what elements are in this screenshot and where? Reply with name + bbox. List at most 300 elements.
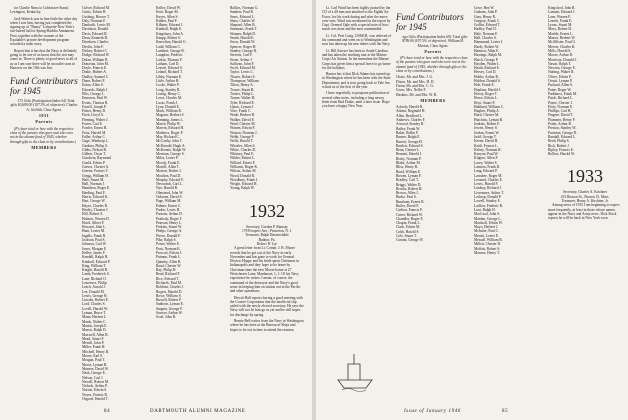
left-column-4	[230, 6, 304, 396]
name-entry: Wilson, Arthur M.	[230, 169, 257, 174]
name-entry: McIntire, Paul C.	[474, 229, 499, 234]
name-entry: Miles, Lester P.	[156, 156, 179, 161]
page-number: 84	[104, 409, 111, 414]
name-entry: Sargent, George F.	[156, 306, 183, 311]
name-entry: Millett, Chester D.	[474, 242, 501, 247]
name-entry: Hall, Norman J.	[82, 182, 105, 187]
name-entry: Lowe, Charles M.	[156, 96, 182, 101]
name-entry: Harris, Edward K.	[82, 195, 109, 200]
name-entry: Packard, Allen S.	[548, 83, 573, 88]
name-entry: Leland, Richard T.	[156, 70, 183, 75]
name-entry: Donovan, John M.	[82, 61, 109, 66]
name-entry: Ladd, William C.	[156, 44, 181, 49]
name-entry: Lyon, Donald E.	[156, 104, 180, 109]
name-entry: Taylor, Lewis C.	[230, 70, 254, 75]
name-entry: Ellis, George L.	[82, 91, 105, 96]
name-entry: Kimball, Ralph E.	[156, 27, 183, 32]
name-entry: Merriam, George S.	[156, 152, 185, 157]
name-entry: Barrett, George H.	[396, 139, 423, 144]
name-entry: Hobbs, Arthur R.	[474, 74, 499, 79]
name-entry: Keene, David H.	[474, 139, 499, 144]
name-entry: Moore, Arthur D.	[548, 53, 574, 58]
name-entry: Pierce, Donald F.	[156, 233, 181, 238]
name-entry: Rice, Edward T.	[156, 276, 180, 281]
name-entry: Morrill, Allen T.	[156, 164, 180, 169]
name-entry: Reed, Philip S.	[548, 139, 570, 144]
name-entry: Nutting, Walter R.	[548, 70, 575, 75]
name-entry: Lamson, Frank D.	[474, 164, 501, 169]
name-entry: Kendall, Ralph H.	[82, 255, 109, 260]
name-entry: Allen, Bradford L.	[396, 113, 423, 118]
name-entry: Hale, Stuart M.	[82, 177, 105, 182]
name-entry: Ingalls, Frank R.	[82, 233, 107, 238]
name-entry: Moulton, Paul D.	[156, 173, 181, 178]
name-entry: Kent, Roger M.	[156, 10, 179, 15]
name-entry: Parsons, Arthur D.	[156, 212, 183, 217]
name-entry: Holt, Frank E.	[474, 83, 495, 88]
name-list	[548, 6, 622, 156]
name-entry: Fowler, Ernest B.	[82, 126, 108, 131]
page-number: 85	[502, 409, 509, 414]
name-entry: Hart, George W.	[82, 199, 106, 204]
name-entry: Lacey, Walter S.	[474, 160, 498, 165]
name-entry: Gage, Winthrop L.	[82, 139, 109, 144]
name-entry: Randall, Edward L.	[548, 134, 577, 139]
name-entry: Dixon, Mr. and Mrs. H. D.	[396, 79, 435, 84]
name-entry: Murphy, Edward F.	[156, 177, 184, 182]
name-entry: Mayo, Herbert J.	[474, 225, 499, 230]
name-entry: Gould, Edwin P.	[82, 160, 106, 165]
name-entry: Conant, George W.	[396, 238, 424, 243]
name-entry: Norton, Edwin S.	[82, 388, 108, 393]
name-entry: Libby, Norman E.	[156, 74, 182, 79]
name-entry: Jenkins, Robert F.	[474, 122, 500, 127]
name-entry: Greene, Francis T.	[82, 169, 109, 174]
name-entry: Payne, Chester J.	[548, 100, 573, 105]
issue-footer: Issue of January 1946	[404, 409, 461, 414]
name-entry: Macy, Robert H.	[548, 27, 572, 32]
name-entry: Kingsford, John R.	[548, 6, 576, 10]
name-entry: Hardy, Robert W.	[474, 44, 500, 49]
name-entry: Clark, Edwin M.	[396, 225, 421, 230]
name-entry: Harmon, Allen E.	[474, 48, 500, 53]
name-entry: Baker, Rollin F.	[396, 130, 419, 135]
name-entry: Cole, Stuart T.	[396, 234, 417, 239]
name-entry: Gove, Ben W.	[474, 6, 495, 10]
name-entry: Emerson, Paul W.	[82, 96, 108, 101]
name-entry: Marden, George L.	[474, 216, 502, 221]
name-entry: Whitney, Paul E.	[230, 152, 255, 157]
name-entry: Drake, Hubert A.	[82, 70, 107, 75]
name-entry: Judd, George T.	[474, 134, 497, 139]
name-entry: Dickey, Robert C.	[82, 48, 108, 53]
name-entry: Lambert, George R.	[156, 48, 185, 53]
name-entry: Leavitt, Frank E.	[548, 18, 573, 23]
name-entry: Perry, Norman E.	[548, 104, 574, 109]
name-entry: Lincoln, Robert E.	[82, 298, 109, 303]
name-entry: Merritt, Lester E.	[474, 233, 499, 238]
name-entry: Tilton, Henry A.	[230, 83, 254, 88]
name-entry: Davis, Edward R.	[82, 31, 108, 36]
name-entry: Davidson, Donald	[82, 27, 109, 32]
treasurer-line: Treasurer, Henry A. Kirchner, Jr.	[561, 198, 609, 203]
fund-heading: Fund Contributors for 1945	[396, 12, 464, 32]
right-column-2	[396, 6, 470, 396]
paragraph: Lt. Carl Ward has been highly praised by the CO of a 40 mm unit attached to the Eighth Air Force, for his work during and after the move over-seas. Ward was mentioned in the report by Capt. General Ogle with a special note of how much was done and the men commended.	[322, 6, 391, 32]
name-entry: Harding, Paul F.	[82, 190, 106, 195]
name-entry: Spencer, Roger H.	[230, 44, 257, 49]
name-entry: Tyler, Richard E.	[230, 100, 255, 105]
name-entry: Farrell, Joseph P.	[82, 104, 107, 109]
name-entry: Marble, Ernest L.	[548, 31, 574, 36]
name-entry: Devlin, John F.	[82, 44, 104, 49]
name-entry: Gibbs, Nelson R.	[82, 147, 107, 152]
paragraph: Lt. Col. Pete Craig, USMCR, was relieved of his command and went on to Washington and now has taken up his new duties with the Navy.	[322, 33, 392, 47]
name-entry: Lyons, Stuart M.	[548, 23, 573, 28]
name-entry: Atwood, Stanley R.	[396, 122, 425, 127]
right-column-1	[322, 6, 392, 336]
name-entry: Perkins, Stuart W.	[156, 225, 182, 230]
name-entry: Holmes, Warren D.	[82, 216, 110, 221]
name-entry: Pike, Ralph S.	[156, 238, 177, 243]
name-entry: Hutchins, Lyman R.	[474, 117, 503, 122]
name-entry: Plummer, Henry F.	[548, 117, 576, 122]
name-entry: Edwards, Ralph J.	[82, 87, 109, 92]
parents-label: Parents	[35, 119, 53, 125]
name-entry: Lamb, Frederick S.	[82, 272, 110, 277]
name-entry: Ward, Chester M.	[230, 122, 256, 127]
name-entry: Holden, Donald S.	[474, 79, 501, 84]
name-entry: Rand, Chester W.	[156, 263, 182, 268]
name-entry: Loring, Henry C.	[156, 91, 181, 96]
name-entry: Lane, Warren F.	[548, 14, 571, 19]
secretary-line: Secretary, Gordon P. Ramsay	[246, 224, 288, 229]
name-entry: Williams, Roger K.	[230, 164, 259, 169]
name-entry: Mann, Herbert L.	[82, 315, 108, 320]
paragraph: Bernie Bell writes from the Navy in Washington where he has been at the Bureau of Ships and hopes to be out in time to attend the reunion.	[230, 319, 304, 332]
name-entry: Leach, Arnold J.	[82, 285, 106, 290]
members-list	[396, 105, 470, 243]
name-entry: Morton, Robert J.	[156, 169, 182, 174]
name-entry: Simmons, Frank T.	[230, 27, 258, 32]
name-entry: Hood, Albert F.	[82, 220, 105, 225]
name-entry: Peabody, Roger T.	[156, 216, 183, 221]
name-entry: Chase, Mr. and Mrs. J. G.	[396, 75, 433, 80]
class-year: 1933	[567, 166, 603, 187]
name-entry: MacLeod, John S.	[474, 212, 501, 217]
name-entry: Webb, George P.	[230, 134, 254, 139]
name-entry: Dolan, William B.	[82, 57, 109, 62]
name-entry: Watson, Norman J.	[230, 130, 258, 135]
name-entry: Kelley, David W.	[156, 6, 181, 10]
name-entry: Palmer, Ernest C.	[156, 203, 182, 208]
name-entry: Gregg, William H.	[82, 173, 109, 178]
paragraph: I have regretfully to postpone publication of several other notes, including a long newsy letter from Bud Drake, until a later issue. Hope you have a happy New Year.	[322, 91, 390, 109]
name-entry: Carter, Richard W.	[396, 212, 423, 217]
name-entry: Hurd, Chester M.	[474, 113, 500, 118]
name-entry: Stevens, Carl F.	[230, 53, 253, 58]
name-entry: Sanders, Paul R.	[230, 10, 254, 15]
name-entry: Purinton, George D.	[548, 130, 578, 135]
name-entry: Hughes, Philip A.	[474, 109, 500, 114]
name-entry: Jewett, Henry S.	[474, 126, 498, 131]
name-entry: Kilgore, Allen F.	[474, 156, 499, 161]
name-entry: Doyle, Francis E.	[82, 66, 108, 71]
name-entry: Heath, Richard E.	[474, 66, 500, 71]
name-entry: Cushing, Horace T.	[82, 14, 110, 19]
name-entry: Culver, Richard M.	[82, 6, 110, 10]
name-entry: Quimby, Allen R.	[156, 259, 182, 264]
name-entry: Maxwell, Allen R.	[82, 332, 109, 337]
name-entry: Gardner, Philip S.	[82, 143, 108, 148]
name-entry: Oliver, Edwin F.	[548, 74, 572, 79]
name-entry: Hunt, Lester M.	[82, 229, 105, 234]
name-entry: Hovey, Roger T.	[474, 91, 498, 96]
name-entry: Bailey, Frank W.	[396, 126, 421, 131]
name-entry: Wilder, Robert L.	[230, 156, 256, 161]
address-line-2: Radnor, Pa.	[258, 237, 276, 242]
name-entry: Manning, James L.	[156, 117, 184, 122]
name-entry: May, Richard C.	[156, 134, 180, 139]
name-entry: Mack, William R.	[156, 109, 182, 114]
name-entry: Farrar, Mr. and Mrs. C. G.	[396, 83, 434, 88]
name-entry: Griffin, Edward T.	[474, 23, 501, 28]
name-entry: Moody, Frank E.	[156, 160, 181, 165]
name-entry: Gray, Henry R.	[474, 14, 496, 19]
name-entry: Nash, George E.	[82, 371, 106, 376]
name-entry: Little, Arthur H.	[156, 79, 180, 84]
name-entry: Wright, Edward H.	[230, 182, 258, 187]
name-entry: Lovell, Harold W.	[82, 306, 108, 311]
name-entry: Moffatt, Robert S.	[474, 246, 501, 251]
name-entry: Locke, Walter P.	[156, 83, 180, 88]
name-entry: Mason, Herbert W.	[548, 36, 576, 41]
name-entry: Wade, Herbert R.	[230, 113, 256, 118]
name-entry: Lane, Richard O.	[82, 276, 107, 281]
name-entry: Preston, Stanley W.	[548, 126, 577, 131]
class-year: 1932	[249, 200, 285, 221]
name-entry: Stanley, George R.	[230, 48, 258, 53]
name-entry: Hill, Robert A.	[82, 212, 104, 217]
name-entry: Hersey, Carl D.	[474, 70, 497, 75]
name-entry: Mason, Ralph D.	[82, 328, 107, 333]
name-entry: Carlton, Francis P.	[396, 208, 423, 213]
members-label: MEMBERS	[31, 144, 57, 150]
name-entry: Nelson, Carl J.	[82, 375, 104, 380]
left-page	[0, 0, 312, 420]
name-entry: Bennett, Harold J.	[396, 152, 423, 157]
right-column-4	[548, 6, 622, 396]
name-entry: Rollins, Harold W.	[548, 152, 575, 157]
name-entry: Howe, Edwin L.	[474, 96, 498, 101]
name-entry: Larkin, Thomas F.	[156, 57, 183, 62]
name-entry: Olmstead, John W.	[156, 190, 184, 195]
fund-subline: 373 Gifts (Participation Index 64) Total gifts $3,689.00 (107.5% of objective). Charles A. Griffith, Class Agent.	[10, 99, 78, 112]
name-entry: Rogers, Harold D.	[156, 289, 183, 294]
name-entry: Morse, Lyman B.	[82, 362, 108, 367]
name-entry: Fisher, Henry D.	[82, 109, 107, 114]
name-entry: Lord, Charles S.	[82, 302, 106, 307]
name-entry: Bean, Chester L.	[396, 148, 421, 153]
name-entry: Walker, David E.	[230, 117, 255, 122]
name-entry: McCarthy, John T.	[156, 139, 183, 144]
name-entry: Newell, Robert M.	[82, 379, 109, 384]
name-entry: Larrabee, Roger M.	[474, 173, 503, 178]
name-entry: Hopkins, Harold J.	[474, 87, 502, 92]
name-entry: Healey, Thomas J.	[82, 207, 109, 212]
name-entry: Martin, Joseph E.	[82, 323, 108, 328]
name-entry: Graves, Chester A.	[82, 164, 110, 169]
name-entry: Orcutt, Lyman P.	[548, 79, 573, 84]
name-entry: Butler, David F.	[396, 203, 419, 208]
name-entry: Ludlow, Frederic R.	[474, 203, 503, 208]
name-entry: Thayer, Robert S.	[230, 74, 256, 79]
address-line: 413 Beacon St., Boston 15, Mass.	[560, 194, 610, 199]
name-entry: Andrews, Charles F.	[396, 118, 426, 123]
name-entry: Shepard, Allen B.	[230, 23, 256, 28]
name-entry: Richards, Paul M.	[156, 281, 182, 285]
name-entry: March, Philip W.	[156, 122, 181, 127]
name-entry: White, Charles D.	[230, 147, 256, 152]
name-entry: Thompson, William	[230, 79, 259, 84]
name-entry: Nye, Harold R.	[156, 186, 178, 191]
name-entry: Pratt, Norman K.	[156, 246, 181, 251]
left-column-1	[10, 6, 78, 396]
name-entry: Chandler, Roger E.	[396, 216, 424, 221]
name-entry: Lewis, Harold F.	[474, 182, 499, 187]
name-entry: Lang, Edward P.	[474, 169, 498, 174]
paragraph: Rumor has it that Dick Adams has turned up in Washington where he has been with the State Department, and is now going back to Yale law school as of the first of the year.	[322, 72, 391, 90]
name-entry: Kilburn, Edward J.	[156, 23, 184, 28]
name-entry: Hayes, Charles R.	[82, 203, 108, 208]
paragraph: A great letter from Lt. Comdr. J. B. Moore reveals that he got out of the Navy in early November and has gone to work for General Electric Hoppy and his bride spent Christmas in Indianapolis and they hope to be home by Christmas time the new Moore home at 27 Westchester Lane, Manhasset, L. I. Of his Navy experience he writes: I mean, of course, the command of the destroyer and the Navy's good sense in keeping him on station out in the Pacific and other operations.	[230, 246, 301, 294]
name-entry: Lothrop, Donald P.	[474, 195, 502, 200]
name-entry: Moore, Earl S.	[82, 354, 104, 359]
name-entry: Bradley, Carl T.	[396, 178, 419, 183]
name-entry: Hale, Norman F.	[474, 31, 498, 36]
name-entry: Potter, Arthur R.	[548, 122, 572, 127]
name-entry: Johnson, Carl W.	[82, 242, 107, 247]
agent-line: Robert W. Lee	[256, 241, 278, 246]
name-entry: Fitch, Lloyd A.	[82, 113, 104, 118]
name-entry: Smith, Harold E.	[230, 36, 255, 41]
section-year: 1931	[38, 113, 50, 119]
name-entry: Read, Richard F.	[156, 272, 181, 277]
name-entry: Danforth, Lewis M.	[82, 23, 111, 28]
name-entry: Marshall, Edwin W.	[474, 220, 503, 225]
italic-note: (P's have total or how with the respective class of the parents who gave and who were not in the alumni fund of 1945, whether through gifts to the class or by contributions.)	[396, 56, 468, 74]
name-entry: Parkhurst, Frank M.	[548, 91, 577, 96]
name-entry: Dodge, Richard W.	[82, 53, 110, 58]
fund-heading: Fund Contributors for 1945	[10, 76, 78, 97]
name-entry: Hammond, Lester J.	[474, 40, 504, 45]
name-entry: Gross, Mrs. Nellie F.	[396, 88, 427, 93]
name-entry: Rowe, William S.	[156, 293, 182, 298]
secretary-line: Secretary, Charles A. Kirchner	[563, 190, 607, 195]
paragraph: for Charlie Nims to Cobbossee Stand, Lexington, Kentucky.	[10, 6, 69, 15]
name-entry: Shaw, Charles W.	[230, 18, 256, 23]
name-entry: Vose, Frank C.	[230, 109, 252, 114]
address-line: 178 Prospect Ave., Princeton, N. J.	[241, 229, 293, 234]
name-entry: Russell, Robert P.	[156, 298, 182, 303]
name-entry: Wells, Harold T.	[230, 139, 254, 144]
name-entry: Upton, Lyman J.	[230, 104, 254, 109]
name-entry: Phelps, George A.	[156, 229, 183, 234]
right-page	[316, 0, 628, 420]
name-entry: Turner, Walter H.	[230, 96, 256, 101]
name-entry: Bartlett, Edward S.	[396, 143, 424, 148]
name-entry: Knowlton, Harold G.	[156, 40, 187, 45]
name-entry: Daly, Norman F.	[82, 18, 106, 23]
name-entry: Magoon, Herbert S.	[156, 113, 185, 118]
name-entry: Merrill, John P.	[82, 341, 105, 346]
name-entry: Hoyt, Stuart P.	[474, 100, 495, 105]
name-entry: Towne, Stuart R.	[230, 87, 255, 92]
name-entry: Putnam, Frank L.	[156, 255, 182, 260]
name-entry: Monroe, Henry T.	[474, 250, 500, 255]
name-entry: Hadley, Paul D.	[474, 27, 497, 32]
name-entry: Dearborn, Charles	[82, 40, 109, 45]
name-entry: Lindsay, Richard J.	[474, 186, 502, 191]
name-entry: Dudley, Samuel C.	[82, 74, 110, 79]
name-entry: Snow, Donald W.	[230, 40, 256, 45]
name-entry: Munroe, David W.	[82, 366, 109, 371]
name-entry: Sawyer, Arthur W.	[156, 311, 183, 316]
magazine-footer: DARTMOUTH ALUMNI MAGAZINE	[150, 409, 246, 414]
name-entry: Keith, Francis L.	[474, 143, 499, 148]
name-entry: Kelsey, Norman R.	[474, 147, 502, 152]
name-entry: Prescott, Edwin J.	[156, 250, 182, 255]
name-entry: Graham, John P.	[474, 10, 498, 15]
name-entry: Lee, Donald M.	[82, 289, 105, 294]
left-column-2	[82, 6, 150, 402]
name-entry: Lucas, Frank J.	[156, 100, 178, 105]
name-entry: Metcalf, William R.	[474, 238, 503, 243]
name-entry: Nason, Ralph T.	[548, 61, 572, 66]
name-entry: Kelley, James F.	[82, 250, 106, 255]
name-entry: Hatch, George P.	[474, 57, 499, 62]
name-entry: Pingree, David T.	[548, 113, 574, 118]
name-entry: Mathews, Roger F.	[156, 130, 184, 135]
paragraph: Among news of 1933 I am beginning to expect more frequently, at least in those whose names appear in the Navy and Army news. Dick Slack reports he will be back in New York soon.	[548, 203, 620, 221]
name-entry: Ackerly, Harold R.	[396, 105, 424, 110]
name-entry: Tucker, Philip L.	[230, 91, 255, 96]
name-entry: Cobb, Harold S.	[396, 229, 420, 234]
right-column-3	[474, 6, 544, 396]
name-entry: Warren, Edwin F.	[230, 126, 256, 131]
name-entry: Phillips, Carl H.	[548, 109, 572, 114]
name-entry: Brooks, Robert H.	[396, 186, 423, 191]
name-entry: Kimball, Edward P.	[82, 259, 111, 264]
name-entry: Goodwin, Raymond	[82, 156, 112, 161]
name-entry: Langdon, Frederic	[156, 53, 183, 58]
name-entry: Jordan, Ernest W.	[474, 130, 500, 135]
name-entry: Lyman, Bruce T.	[82, 311, 107, 316]
name-entry: Skinner, Ralph D.	[230, 31, 256, 36]
name-entry: Burnham, Ernest R.	[396, 199, 425, 204]
name-entry: Adams, Reginald H.	[396, 109, 426, 114]
name-entry: Fleming, Walter J.	[82, 117, 109, 122]
name-entry: Ripley, Francis E.	[548, 147, 574, 152]
name-entry: Keyes, Allen S.	[156, 14, 179, 19]
name-entry: Mitchell, Henry R.	[82, 349, 110, 354]
name-entry: Bond, William E.	[396, 169, 422, 174]
name-entry: Blake, Arthur M.	[396, 161, 421, 166]
name-list	[230, 6, 304, 191]
members-label: MEMBERS	[420, 97, 446, 103]
paragraph: Jack Warrick was in fine fettle the other day when I saw him, having just completed the signing up of "Buzzy" Lafayette-New York's fair-haired lad for Spring-Raddio Armament. First, together with the women of the Equitable's private development program recorded a radio story.	[10, 16, 78, 47]
name-entry: Lawrence, Philip	[82, 281, 107, 285]
